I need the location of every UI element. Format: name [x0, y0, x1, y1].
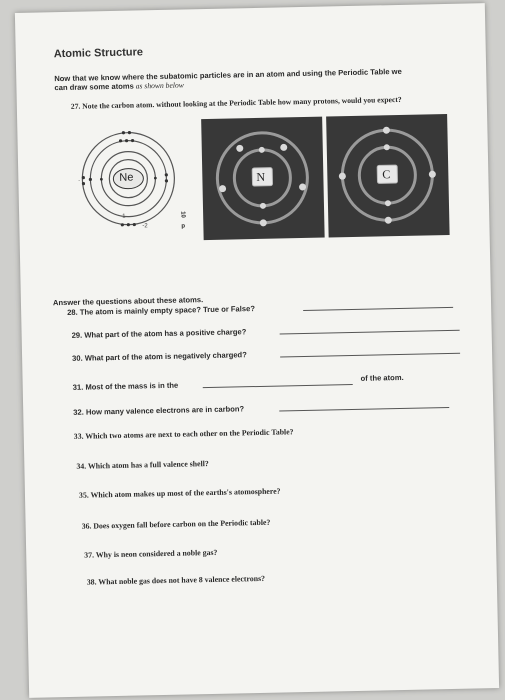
question-36: 36. Does oxygen fall before carbon on the Periodic table?	[81, 517, 271, 531]
carbon-symbol: C	[382, 167, 391, 182]
svg-text:-2: -2	[142, 223, 148, 230]
question-28: 28. The atom is mainly empty space? True or False?	[67, 304, 256, 317]
answers-heading: Answer the questions about these atoms.	[52, 295, 204, 308]
intro-line-1: Now that we know where the subatomic particles are in an atom and using the Periodic Table we	[54, 66, 402, 84]
answer-line-30[interactable]	[280, 353, 460, 358]
nitrogen-atom-diagram	[201, 117, 325, 241]
answer-line-28[interactable]	[303, 307, 453, 311]
atom-diagrams	[72, 114, 470, 257]
answer-line-32[interactable]	[279, 407, 449, 412]
question-31-suffix: of the atom.	[360, 372, 404, 383]
neon-atom-diagram	[72, 119, 195, 246]
svg-text:-1: -1	[120, 213, 126, 220]
intro-text	[54, 66, 454, 92]
question-29: 29. What part of the atom has a positive charge?	[71, 327, 247, 340]
answer-line-29[interactable]	[280, 330, 460, 335]
neon-nucleus-protons: 10	[179, 211, 186, 218]
question-35: 35. Which atom makes up most of the earths's atomosphere?	[78, 486, 281, 500]
question-33: 33. Which two atoms are next to each other on the Periodic Table?	[73, 427, 294, 441]
question-37: 37. Why is neon considered a noble gas?	[84, 547, 218, 560]
question-31: 31. Most of the mass is in the	[72, 380, 179, 392]
page-title: Atomic Structure	[53, 46, 144, 61]
question-38: 38. What noble gas does not have 8 valence electrons?	[86, 573, 266, 587]
intro-line-2-italic: as shown below	[133, 80, 184, 91]
question-27: 27. Note the carbon atom. without looking at the Periodic Table how many protons, would you expect?	[70, 94, 402, 111]
neon-symbol: Ne	[119, 171, 134, 184]
answer-line-31[interactable]	[203, 384, 353, 388]
svg-text:-: -	[78, 177, 81, 184]
carbon-atom-diagram	[326, 114, 450, 238]
neon-nucleus-marker: p	[181, 223, 186, 230]
nitrogen-symbol: N	[256, 169, 266, 184]
question-32: 32. How many valence electrons are in carbon?	[73, 404, 245, 417]
worksheet-page	[15, 3, 499, 698]
question-30: 30. What part of the atom is negatively charged?	[72, 350, 247, 363]
intro-line-2-plain: can draw some atoms	[54, 81, 134, 93]
question-34: 34. Which atom has a full valence shell?	[76, 459, 209, 471]
